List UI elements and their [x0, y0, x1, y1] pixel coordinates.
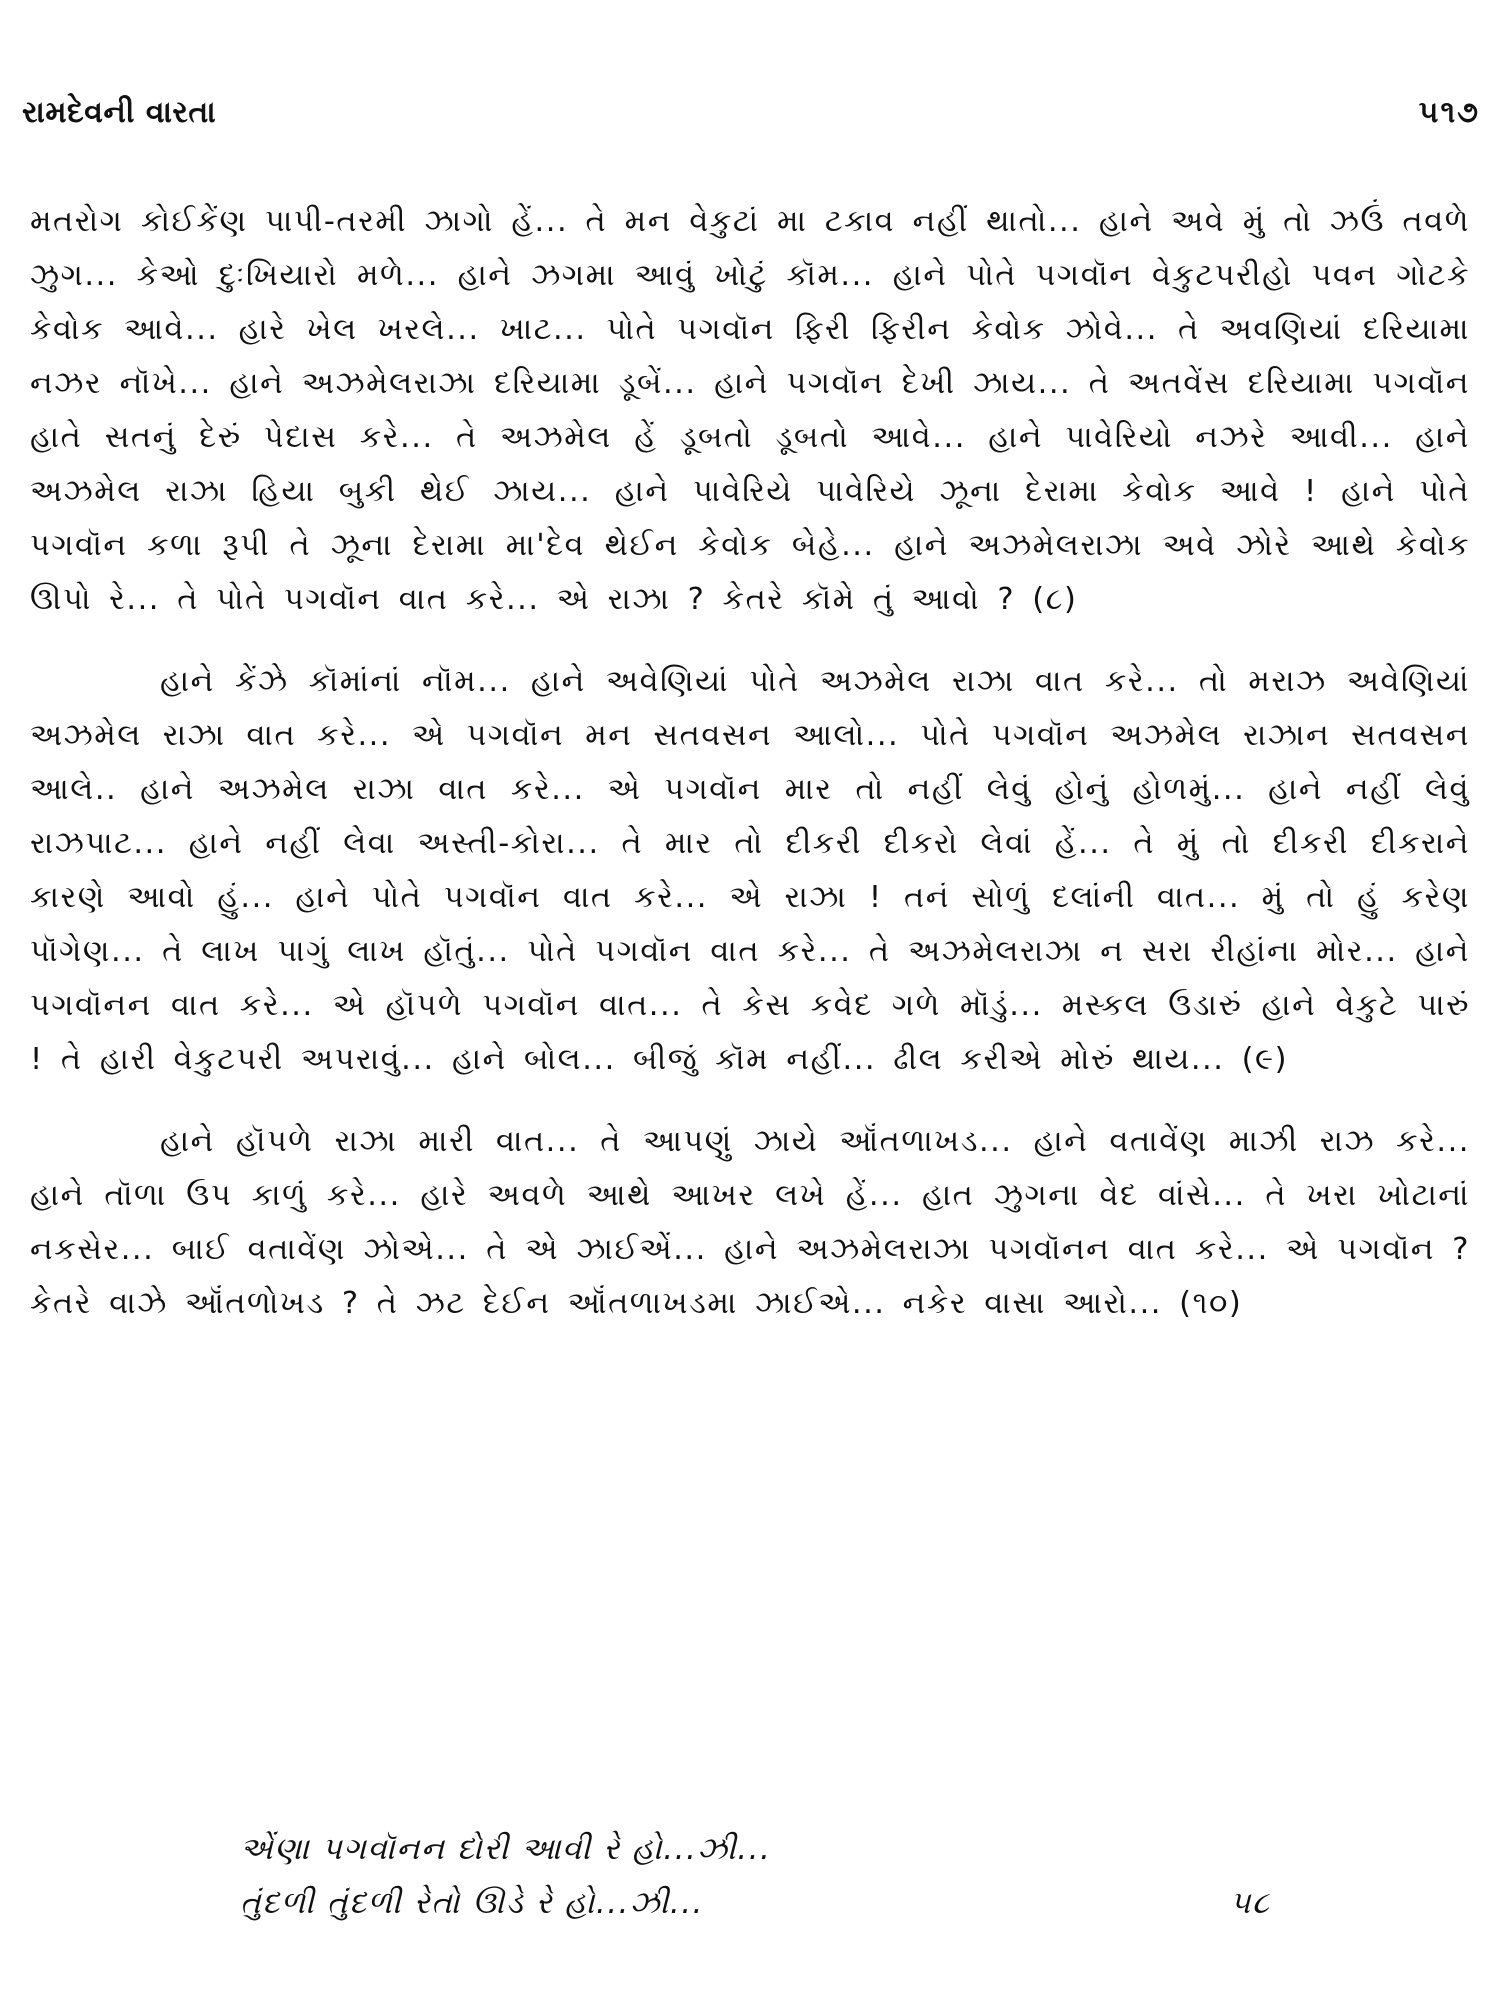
- verse-line-1: [240, 1822, 1340, 1876]
- paragraph-2: હાને કેંઝે કૉમાંનાં નૉમ... હાને અવેણિયાં પોતે અઝમેલ રાઝા વાત કરે... તો મરાઝ અવેણિયાં અઝમેલ રાઝા વાત કરે... એ પગવૉન મન સતવસન આલો... પોતે પગવૉન અઝમેલ રાઝાન સતવસન આલે.. હાને અઝમેલ રાઝા વાત કરે... એ પગવૉન માર તો નહીં લેવું હોનું હોળમું... હાને નહીં લેવું રાઝપાટ... હાને નહીં લેવા અસ્તી-કોરા... તે માર તો દીકરી દીકરો લેવાં હેં... તે મું તો દીકરી દીકરાને કારણે આવો હું... હાને પોતે પગવૉન વાત કરે... એ રાઝા ! તનં સોળું દલાંની વાત... મું તો હું કરેણ પૉગેણ... તે લાખ પાગું લાખ હૉતું... પોતે પગવૉન વાત કરે... તે અઝમેલરાઝા ન સરા રીહાંના મોર... હાને પગવૉનન વાત કરે... એ હૉપળે પગવૉન વાત... તે કેસ કવેદ ગળે મૉડું... મસ્કલ ઉડારું હાને વેકુટે પારું ! તે હારી વેકુટપરી અપરાવું... હાને બોલ... બીજું કૉમ નહીં... ઢીલ કરીએ મોરું થાય... (૯): [30, 664, 1470, 1077]
- verse-line-2-text: તુંદળી તુંદળી રેતો ઊડે રે હો...ઝી...: [240, 1885, 704, 1921]
- verse-line-1-text: એંણા પગવૉનન દોરી આવી રે હો...ઝી...: [240, 1831, 772, 1867]
- verse-line-2: [240, 1876, 1340, 1930]
- body-text: [30, 195, 1470, 1359]
- paragraph-3: હાને હૉપળે રાઝા મારી વાત... તે આપણું ઝાયે ઑંતળાખડ... હાને વતાવેંણ માઝી રાઝ કરે... હાને તૉળા ઉપ કાળું કરે... હારે અવળે આથે આખર લખે હેં... હાત ઝુગના વેદ વાંસે... તે ખરા ખોટાનાં નકસેર... બાઈ વતાવેંણ ઝોએ... તે એ ઝાઈએં... હાને અઝમેલરાઝા પગવૉનન વાત કરે... એ પગવૉન ? કેતરે વાઝે ઑંતળોખડ ? તે ઝટ દેઈન ઑંતળાખડમા ઝાઈએ... નકેર વાસા આરો... (૧૦): [30, 1124, 1470, 1321]
- paragraph-1: મતરોગ કોઈકેંણ પાપી-તરમી ઝાગો હેં... તે મન વેકુટાં મા ટકાવ નહીં થાતો... હાને અવે મું તો ઝઉં તવળે ઝુગ... કેઓ દુઃખિયારો મળે... હાને ઝગમા આવું ખોટું કૉમ... હાને પોતે પગવૉન વેકુટપરીહો પવન ગોટકે કેવોક આવે... હારે ખેલ ખરલે... ખાટ... પોતે પગવૉન ફિરી ફિરીન કેવોક ઝોવે... તે અવણિયાં દરિયામા નઝર નૉખે... હાને અઝમેલરાઝા દરિયામા ડૂબેં... હાને પગવૉન દેખી ઝાય... તે અતવેંસ દરિયામા પગવૉન હાતે સતનું દેરું પેદાસ કરે... તે અઝમેલ હેં ડૂબતો ડૂબતો આવે... હાને પાવેરિયો નઝરે આવી... હાને અઝમેલ રાઝા હિયા બુકી થેઈ ઝાય... હાને પાવેરિયે પાવેરિયે ઝૂના દેરામા કેવોક આવે ! હાને પોતે પગવૉન કળા રૂપી તે ઝૂના દેરામા મા'દેવ થેઈન કેવોક બેહે... હાને અઝમેલરાઝા અવે ઝોરે આથે કેવોક ઊપો રે... તે પોતે પગવૉન વાત કરે... એ રાઝા ? કેતરે કૉમે તું આવો ? (૮): [30, 204, 1470, 617]
- page-header: [22, 95, 1480, 145]
- page-number: ૫૧૭: [1418, 95, 1480, 130]
- verse-number: ૫૮: [1230, 1885, 1271, 1921]
- running-title: રામદેવની વારતા: [22, 95, 217, 130]
- verse-block: [240, 1822, 1340, 1930]
